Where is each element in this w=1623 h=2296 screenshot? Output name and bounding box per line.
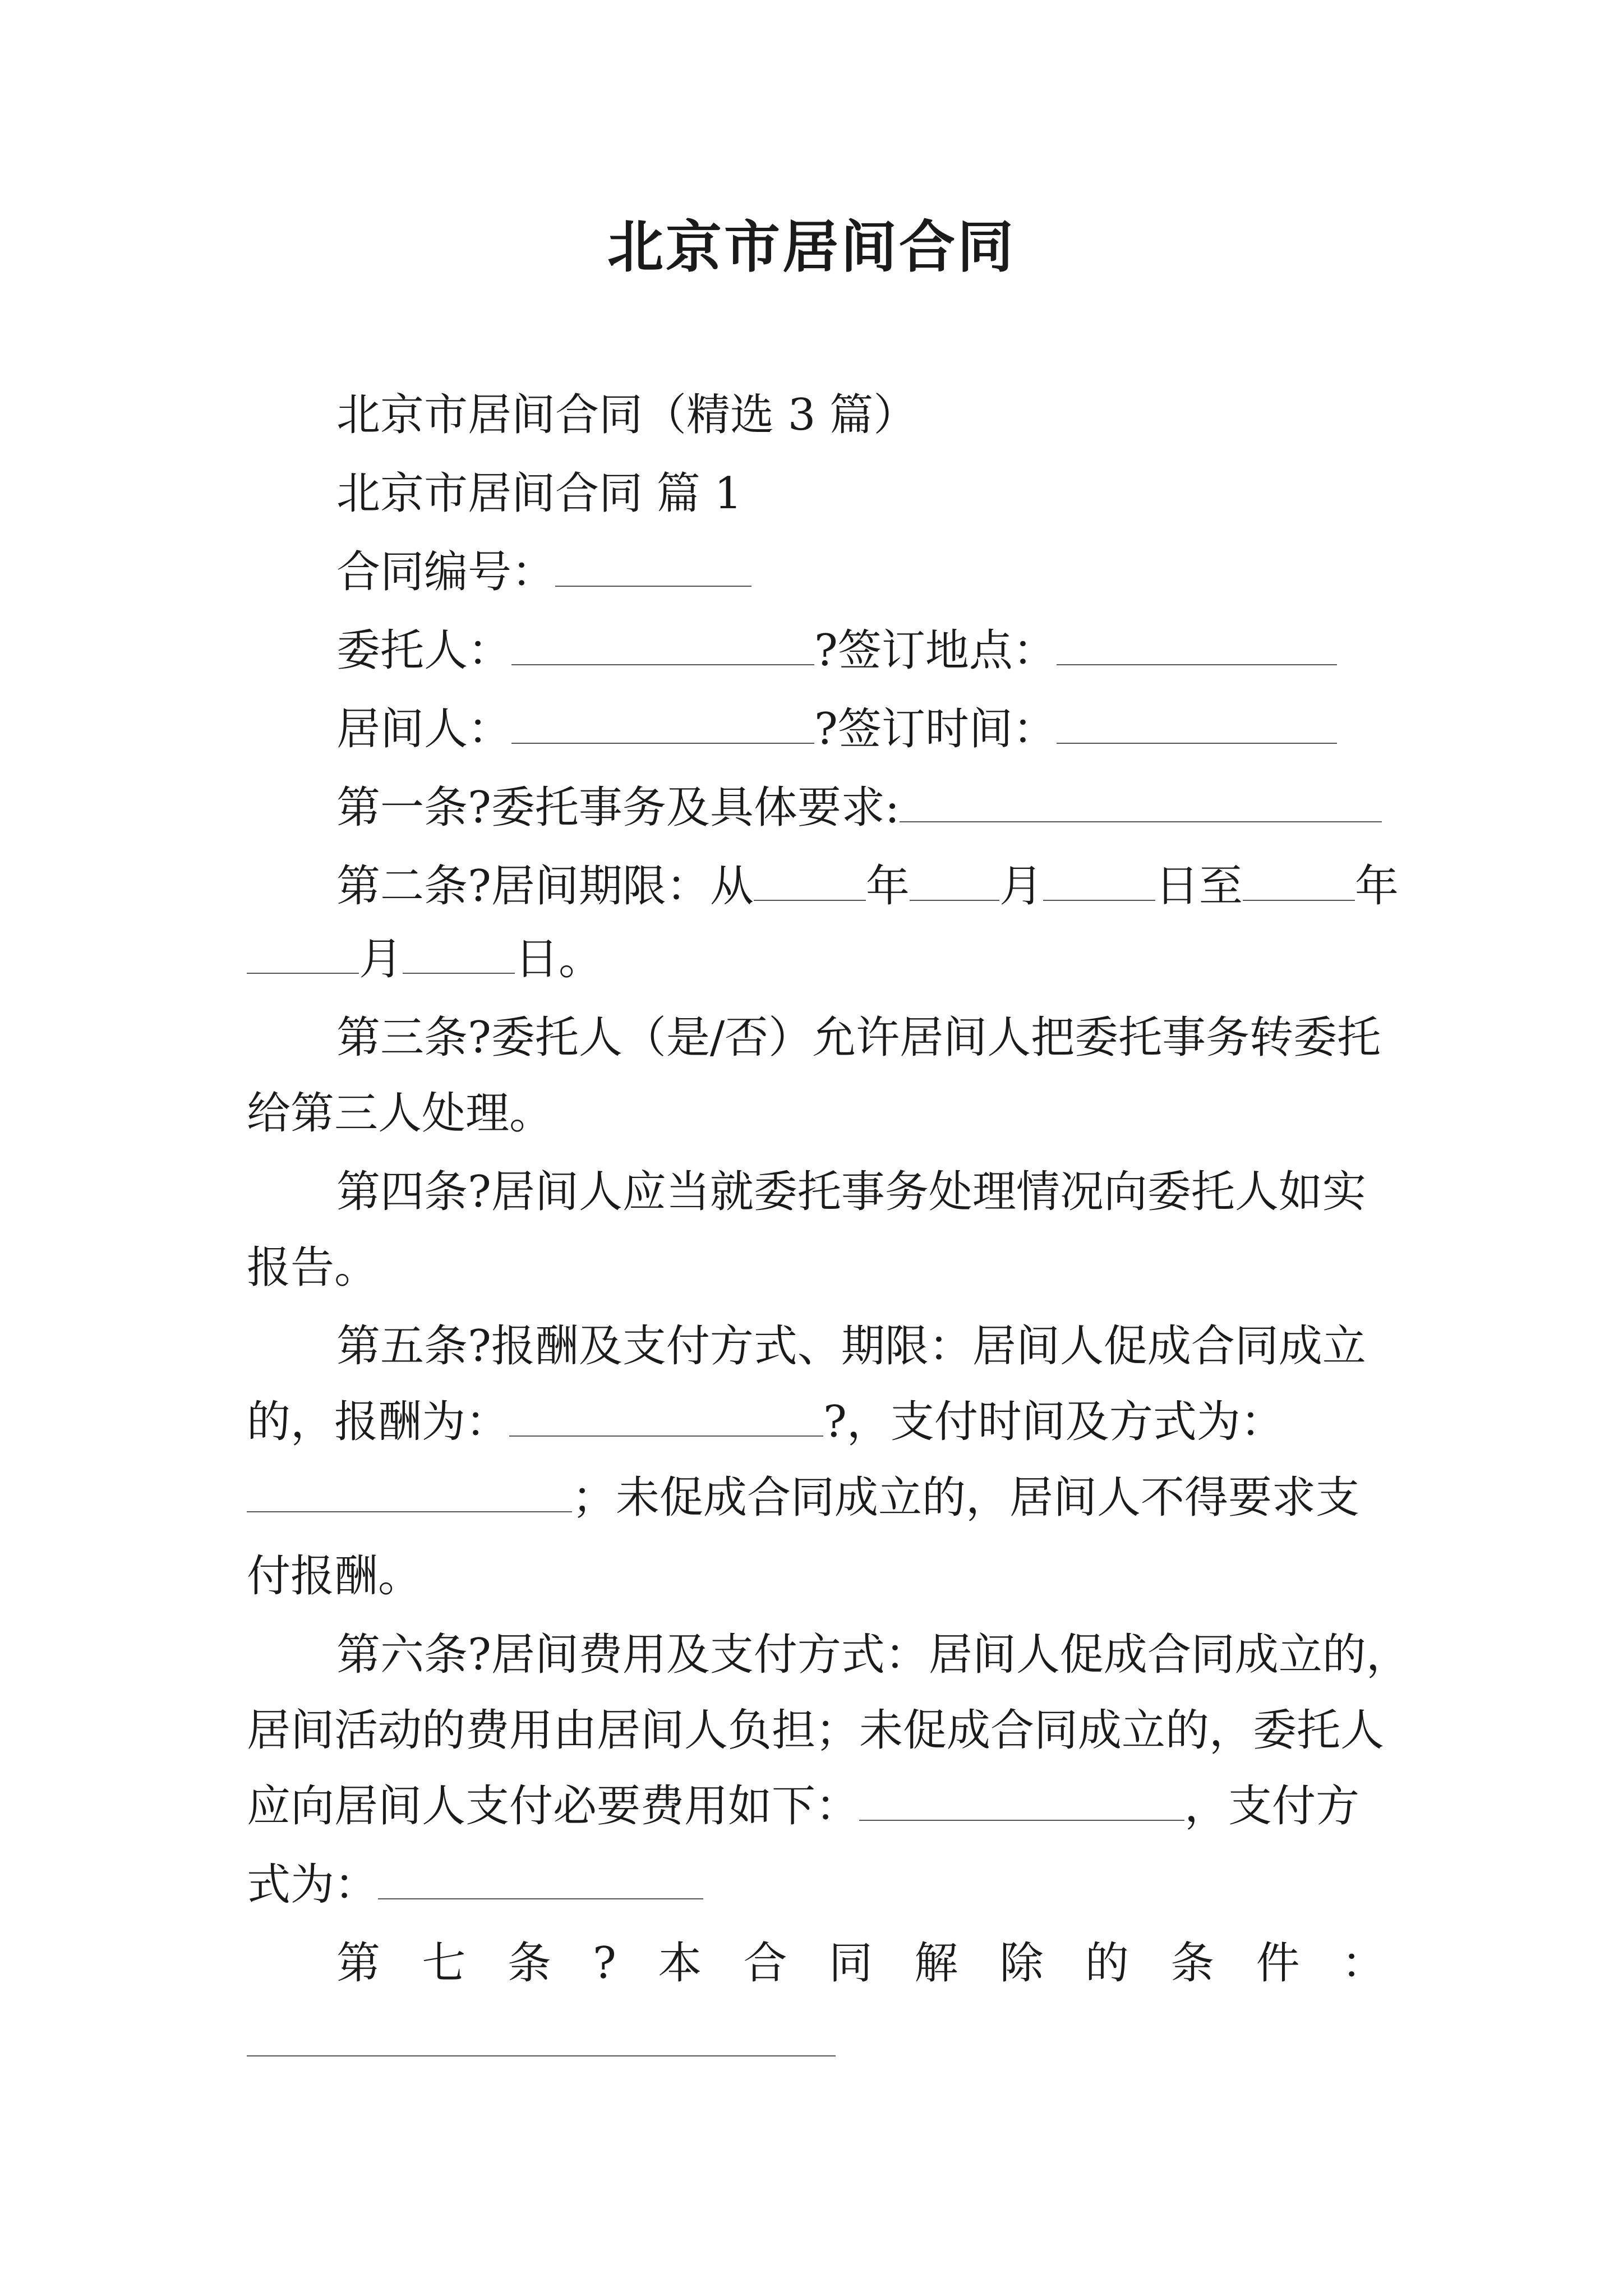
principal-label: 委托人：: [336, 625, 512, 676]
principal-blank: [511, 626, 814, 665]
article-7-char: 条: [507, 1938, 551, 1989]
article-5-line-2: [247, 1394, 1385, 1450]
article-7-char: 解: [914, 1938, 958, 1989]
year2-blank: [1243, 862, 1355, 901]
signing-time-label: ?签订时间：: [814, 704, 1057, 754]
year-blank: [754, 862, 866, 901]
article-4-line-1: 第四条?居间人应当就委托事务处理情况向委托人如实: [336, 1167, 1366, 1217]
article-5-line-3-text: ；未促成合同成立的，居间人不得要求支: [572, 1473, 1360, 1523]
subtitle: 北京市居间合同（精选 3 篇）: [336, 390, 917, 440]
year2-label: 年: [1354, 861, 1399, 912]
principal-line: [336, 623, 1475, 679]
article-3-line-1: 第三条?委托人（是/否）允许居间人把委托事务转委托: [336, 1013, 1381, 1063]
article-7-line-2: [247, 2014, 1385, 2070]
article-7-char: ?: [593, 1938, 616, 1989]
part-heading: 北京市居间合同 篇 1: [336, 468, 743, 519]
article-7-char: 同: [828, 1938, 873, 1989]
signing-place-label: ?签订地点：: [814, 625, 1057, 676]
article-6-payment-label: ，支付方: [1184, 1781, 1360, 1832]
article-6-line-1: 第六条?居间费用及支付方式：居间人促成合同成立的，: [336, 1630, 1410, 1680]
intermediary-line: [336, 701, 1475, 757]
article-5-line-4: 付报酬。: [247, 1551, 422, 1602]
article-6-expense-blank: [859, 1782, 1184, 1821]
month2-label: 月: [359, 934, 403, 984]
article-1-blank: [900, 783, 1382, 822]
contract-number-label: 合同编号：: [336, 547, 556, 597]
article-7-char: 条: [1170, 1938, 1215, 1989]
day2-blank: [403, 935, 515, 974]
day-blank: [1043, 862, 1155, 901]
article-7-char: ：: [1341, 1938, 1385, 1989]
year-label: 年: [865, 861, 910, 912]
article-7-char: 除: [999, 1938, 1044, 1989]
day-to-label: 日至: [1155, 861, 1243, 912]
article-6-line-2: 居间活动的费用由居间人负担；未促成合同成立的，委托人: [247, 1705, 1385, 1756]
article-3-line-2: 给第三人处理。: [247, 1088, 554, 1139]
article-4-line-2: 报告。: [247, 1243, 379, 1293]
article-7-char: 本: [658, 1938, 702, 1989]
article-6-line-3: [247, 1778, 1385, 1834]
month2-blank: [247, 935, 359, 974]
day2-end-label: 日。: [515, 934, 603, 984]
article-7-char: 件: [1256, 1938, 1300, 1989]
document-title: 北京市居间合同: [607, 214, 1016, 280]
article-2-line-1: [336, 858, 1475, 914]
article-1-text: 第一条?委托事务及具体要求:: [336, 783, 900, 833]
contract-number-line: [336, 544, 1475, 600]
month-label: 月: [999, 861, 1043, 912]
signing-time-blank: [1057, 705, 1337, 744]
intermediary-label: 居间人：: [336, 704, 512, 754]
article-6-expense-label: 应向居间人支付必要费用如下：: [247, 1781, 860, 1832]
article-7-line-1: [336, 1935, 1385, 1991]
article-5-line-3: [247, 1470, 1385, 1526]
article-5-fee-blank: [509, 1397, 823, 1437]
article-2-line-2: [247, 931, 1385, 987]
article-5-payment-label: ?，支付时间及方式为：: [823, 1397, 1284, 1447]
article-2-text: 第二条?居间期限：从: [336, 861, 754, 912]
month-blank: [910, 862, 999, 901]
article-5-fee-label: 的，报酬为：: [247, 1397, 510, 1447]
article-5-payment-blank: [247, 1473, 572, 1512]
article-7-blank: [247, 2017, 836, 2056]
article-6-line-4-text: 式为：: [247, 1860, 379, 1910]
article-6-payment-blank: [378, 1860, 703, 1899]
article-7-char: 七: [422, 1938, 466, 1989]
intermediary-blank: [511, 705, 814, 744]
article-7-char: 的: [1085, 1938, 1129, 1989]
article-1: [336, 780, 1475, 836]
article-5-line-1: 第五条?报酬及支付方式、期限：居间人促成合同成立: [336, 1321, 1366, 1372]
signing-place-blank: [1057, 626, 1337, 665]
article-6-line-4: [247, 1857, 1385, 1913]
contract-number-blank: [555, 547, 751, 587]
article-7-char: 第: [336, 1938, 381, 1989]
article-7-char: 合: [743, 1938, 787, 1989]
